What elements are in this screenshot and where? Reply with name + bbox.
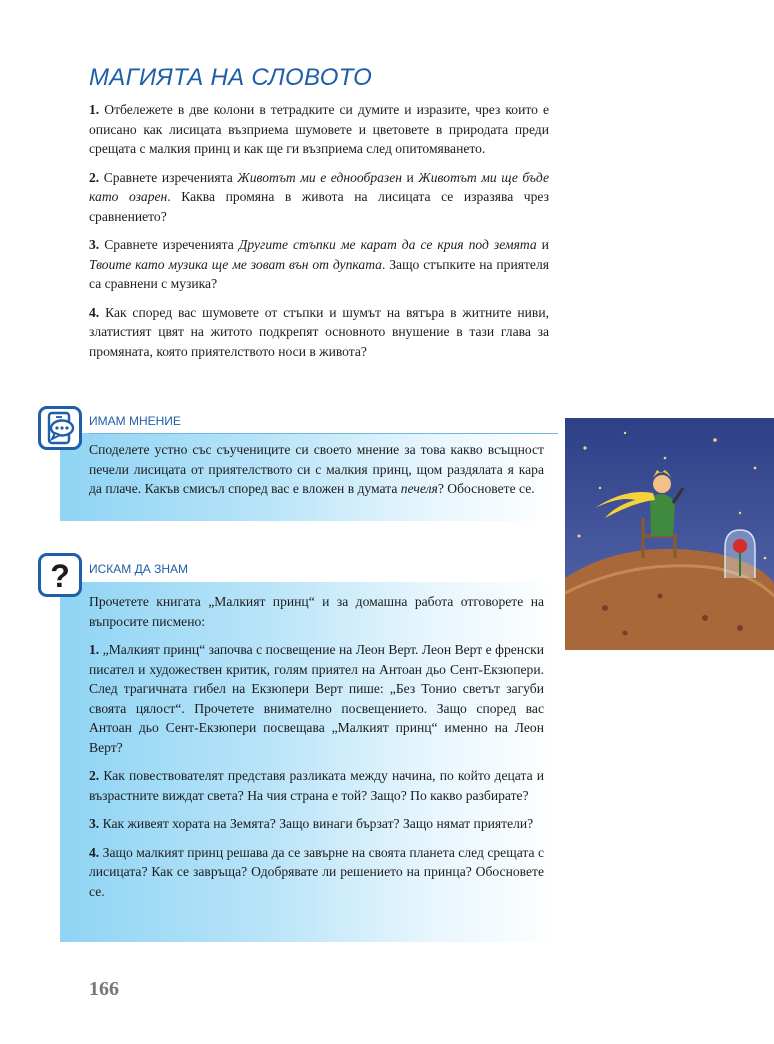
task-text: Сравнете изреченията (104, 237, 239, 252)
task-item (89, 235, 549, 294)
know-item-text: „Малкият принц“ започва с посвещение на Леон Верт. Леон Верт е френски писател и художествен критик, голям приятел на Антоан дьо Сент-Екзюпери. След трагичната гибел на Екзюпери Верт пише: „Без Тонио светът загуби своята цялост“. Прочетете внимателно посвещението. Защо според вас Антоан дьо Сент-Екзюпери посвещава „Малкият принц“ именно на Леон Верт? (89, 642, 544, 755)
opinion-title: ИМАМ МНЕНИЕ (89, 414, 558, 434)
know-intro: Прочетете книгата „Малкият принц“ и за домашна работа отговорете на въпросите писмено: (89, 594, 544, 629)
know-item (89, 640, 544, 757)
task-quote: Другите стъпки ме карат да се крия под земята (238, 237, 537, 252)
know-title: ИСКАМ ДА ЗНАМ (89, 562, 188, 576)
know-item-number: 1. (89, 642, 100, 657)
know-item-number: 3. (89, 816, 100, 831)
know-item (89, 843, 544, 902)
task-item (89, 100, 549, 159)
speech-phone-icon (38, 406, 82, 450)
task-item (89, 303, 549, 362)
opinion-keyword: печеля (400, 481, 438, 496)
know-item (89, 766, 544, 805)
task-text: Сравнете изреченията (103, 169, 238, 185)
opinion-text-part: Споделете устно със съучениците си своето мнение за това какво всъщност печели лисицата от приятелството си с малкия принц, щом раздялата я кара да плаче. Какъв смисъл според вас е вложен в думата (89, 442, 544, 496)
task-quote: Твоите като музика ще ме зоват вън от дупката (89, 256, 382, 272)
know-item (89, 814, 544, 834)
task-text: Как според вас шумовете от стъпки и шумът на вятъра в житните ниви, златистият цвят на житото подкрепят основното внушение в тази глава за промяната, която приятелството носи в живота? (89, 304, 549, 359)
task-quote: Животът ми е еднообразен (237, 169, 402, 185)
task-list (89, 100, 549, 370)
task-number: 3. (89, 237, 100, 252)
task-text: и (402, 169, 419, 185)
know-item-number: 2. (89, 768, 100, 783)
know-item-text: Как живеят хората на Земята? Защо винаги бързат? Защо нямат приятели? (102, 816, 534, 831)
little-prince-illustration (565, 418, 774, 650)
task-number: 4. (89, 304, 100, 320)
svg-text:?: ? (50, 558, 70, 594)
know-item-text: Как повествователят представя разликата между начина, по който децата и възрастните виждат света? На чия страна е той? Защо? По какво разбирате? (89, 768, 545, 803)
know-content (89, 592, 544, 910)
opinion-text-part: ? Обосновете се. (437, 481, 535, 496)
task-text: и (536, 237, 549, 252)
task-number: 2. (89, 169, 100, 185)
know-item-text: Защо малкият принц решава да се завърне на своята планета след срещата с лисицата? Как се завръща? Одобрявате ли решението на принца? Обосновете се. (89, 844, 545, 899)
task-text: Отбележете в две колони в тетрадките си думите и изразите, чрез които е описано как лисицата възприема шумовете и цветовете в природата преди срещата с малкия принц и как ще ги възприема след опитомяването. (89, 102, 549, 156)
task-number: 1. (89, 102, 100, 117)
task-text: . Защо стъпките на приятеля са сравнени с музика? (89, 256, 549, 291)
section-heading: МАГИЯТА НА СЛОВОТО (89, 64, 373, 91)
opinion-text (89, 440, 544, 499)
page-number: 166 (89, 978, 119, 1000)
task-quote: Животът ми ще бъде като озарен (89, 169, 550, 204)
know-item-number: 4. (89, 844, 100, 860)
task-item (89, 168, 549, 227)
task-text: . Каква промяна в живота на лисицата се изразява чрез сравнението? (89, 189, 549, 224)
question-mark-icon (38, 553, 82, 597)
